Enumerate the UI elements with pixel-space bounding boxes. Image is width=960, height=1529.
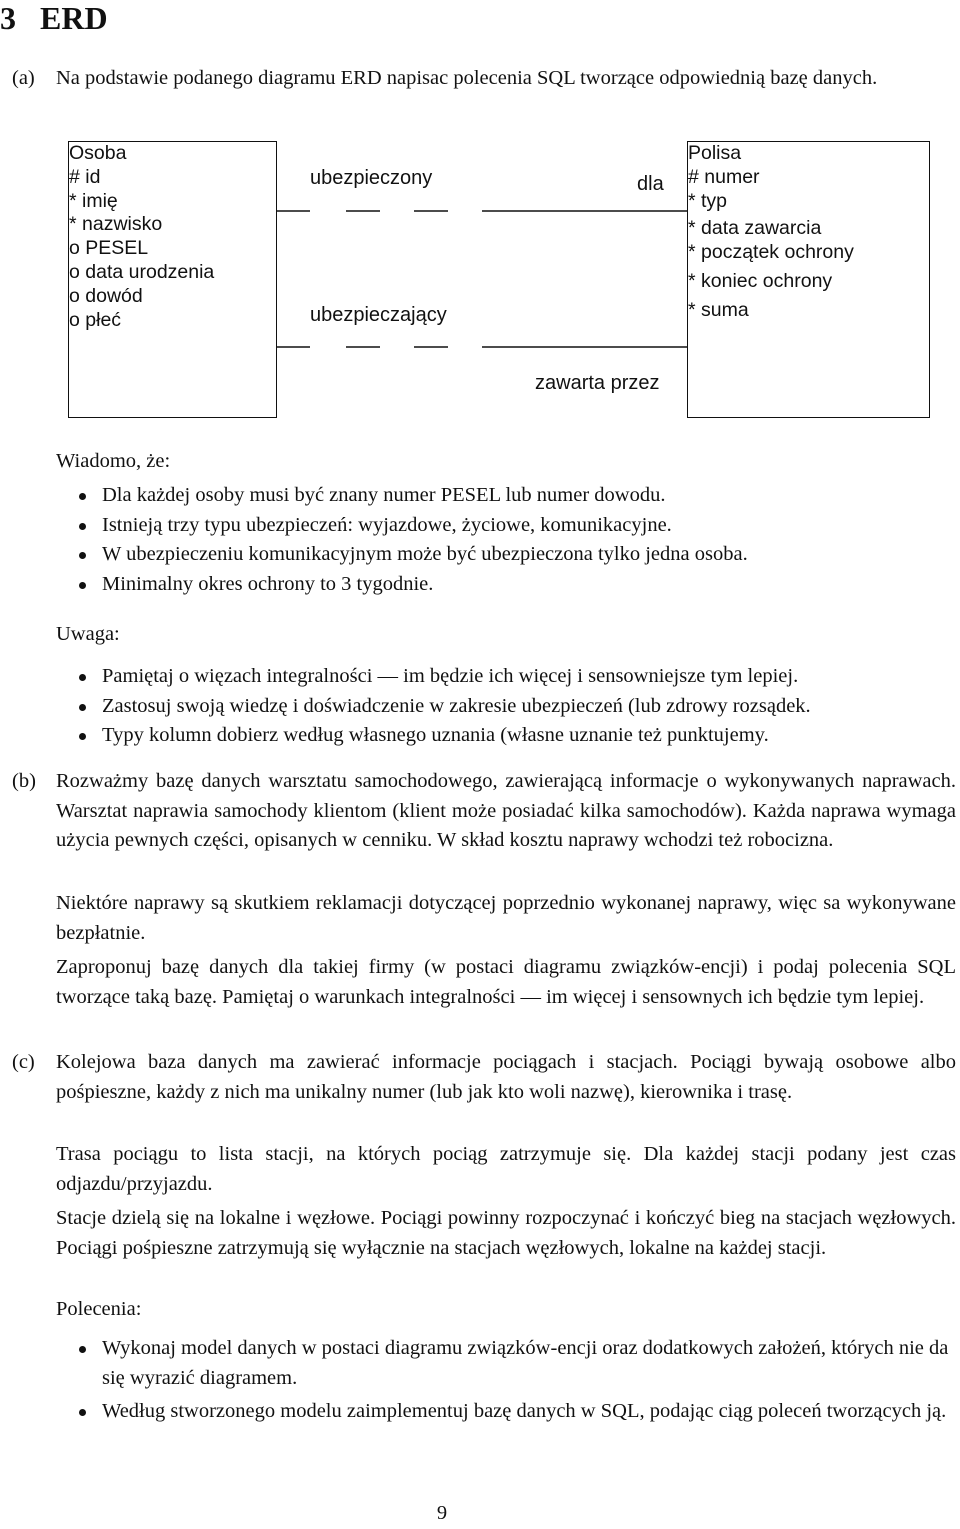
attribute: * suma <box>688 298 749 321</box>
entity-osoba <box>68 141 277 418</box>
list-item: Minimalny okres ochrony to 3 tygodnie. <box>56 570 956 600</box>
entity-polisa <box>687 141 930 418</box>
attribute: o PESEL <box>69 237 149 260</box>
entity-osoba-content <box>69 142 214 332</box>
commands-list <box>56 1334 956 1427</box>
list-item: Według stworzonego modelu zaimplementuj bazę danych w SQL, podając ciąg poleceń tworzących ją. <box>56 1397 956 1427</box>
attribute: * imię <box>69 189 118 212</box>
note-list <box>56 662 956 751</box>
relationship-label-ubezpieczony: ubezpieczony <box>310 167 433 189</box>
part-a-intro: Na podstawie podanego diagramu ERD napisac polecenia SQL tworzące odpowiednią bazę danych. <box>56 67 878 89</box>
part-c-paragraph: Stacje dzielą się na lokalne i węzłowe. Pociągi powinny rozpoczynać i kończyć bieg na stacjach węzłowych. Pociągi pośpieszne zatrzymują się wyłącznie na stacjach węzłowych, lokalne na każdej stacji. <box>56 1207 956 1259</box>
page-number: 9 <box>436 1502 448 1524</box>
commands-label: Polecenia: <box>56 1298 142 1320</box>
list-item: Istnieją trzy typu ubezpieczeń: wyjazdowe, życiowe, komunikacyjne. <box>56 511 956 541</box>
list-item: W ubezpieczeniu komunikacyjnym może być ubezpieczona tylko jedna osoba. <box>56 540 956 570</box>
section-title: ERD <box>40 0 108 36</box>
list-item: Wykonaj model danych w postaci diagramu związków-encji oraz dodatkowych założeń, których nie da się wyrazić diagramem. <box>56 1334 956 1393</box>
erd-diagram <box>0 138 960 422</box>
list-item: Pamiętaj o więzach integralności — im będzie ich więcej i sensowniejsze tym lepiej. <box>56 662 956 692</box>
relationship-label-dla: dla <box>637 173 664 195</box>
known-list <box>56 481 956 599</box>
part-c-marker: (c) <box>12 1051 35 1073</box>
relationship-label-ubezpieczajacy: ubezpieczający <box>310 304 447 326</box>
attribute: # id <box>69 165 101 188</box>
known-label: Wiadomo, że: <box>56 450 171 472</box>
part-b-paragraph: Zaproponuj bazę danych dla takiej firmy (w postaci diagramu związków-encji) i podaj polecenia SQL tworzące taką bazę. Pamiętaj o warunkach integralności — im więcej i sensownych ich będzie tym lepiej. <box>56 956 956 1008</box>
relationship-label-zawarta-przez: zawarta przez <box>535 372 660 394</box>
note-label: Uwaga: <box>56 623 120 645</box>
attribute: # numer <box>688 165 760 188</box>
part-c-paragraph: Trasa pociągu to lista stacji, na których pociąg zatrzymuje się. Dla każdej stacji podany jest czas odjazdu/przyjazdu. <box>56 1143 956 1195</box>
part-b-paragraph: Rozważmy bazę danych warsztatu samochodowego, zawierającą informacje o wykonywanych naprawach. Warsztat naprawia samochody klientom (klient może posiadać kilka samochodów). Każda naprawa wymaga użycia pewnych części, opisanych w cenniku. W skład kosztu naprawy wchodzi też robocizna. <box>56 770 956 851</box>
attribute: * nazwisko <box>69 213 163 236</box>
list-item: Dla każdej osoby musi być znany numer PESEL lub numer dowodu. <box>56 481 956 511</box>
section-number: 3 <box>0 0 16 36</box>
attribute: o data urodzenia <box>69 260 215 283</box>
attribute: * data zawarcia <box>688 217 822 240</box>
entity-polisa-content <box>688 142 854 323</box>
part-b-paragraph: Niektóre naprawy są skutkiem reklamacji dotyczącej poprzednio wykonanej naprawy, więc sa wykonywane bezpłatnie. <box>56 892 956 944</box>
attribute: o płeć <box>69 308 122 331</box>
list-item: Typy kolumn dobierz według własnego uznania (własne uznanie też punktujemy. <box>56 721 956 751</box>
part-c-paragraph: Kolejowa baza danych ma zawierać informacje pociągach i stacjach. Pociągi bywają osobowe albo pośpieszne, każdy z nich ma unikalny numer (lub jak kto woli nazwę), kierownika i trasę. <box>56 1051 956 1103</box>
part-a-marker: (a) <box>12 67 35 89</box>
attribute: o dowód <box>69 284 143 307</box>
part-b-marker: (b) <box>12 770 36 792</box>
section-heading <box>0 0 108 36</box>
list-item: Zastosuj swoją wiedzę i doświadczenie w zakresie ubezpieczeń (lub zdrowy rozsądek. <box>56 692 956 722</box>
attribute: * typ <box>688 189 728 212</box>
attribute: * początek ochrony <box>688 241 854 264</box>
attribute: * koniec ochrony <box>688 269 833 292</box>
entity-name: Osoba <box>69 142 127 164</box>
entity-name: Polisa <box>688 142 742 164</box>
